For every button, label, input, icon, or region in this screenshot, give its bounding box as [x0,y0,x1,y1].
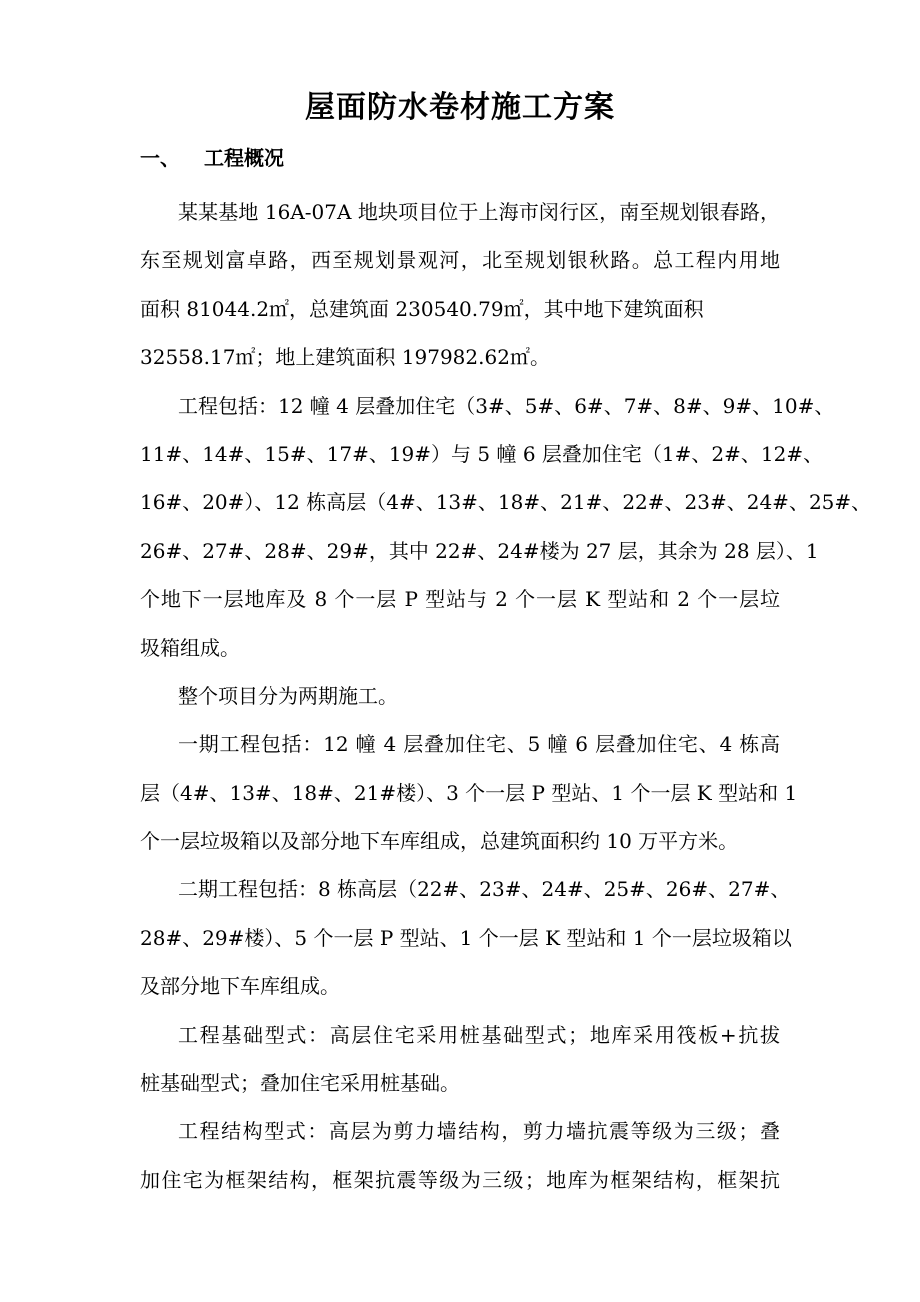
paragraph-line: 16#、20#）、12 栋高层（4#、13#、18#、21#、22#、23#、24#、25#、 [140,490,872,515]
paragraph-line: 某某基地 16A-07A 地块项目位于上海市闵行区，南至规划银春路， [178,200,780,224]
paragraph-line: 圾箱组成。 [140,635,240,660]
paragraph-line: 工程基础型式：高层住宅采用桩基础型式；地库采用筏板+抗拔 [178,1022,780,1047]
paragraph-line: 东至规划富卓路，西至规划景观河，北至规划银秋路。总工程内用地 [140,248,780,273]
paragraph-line: 整个项目分为两期施工。 [178,683,398,708]
paragraph-line: 个一层垃圾箱以及部分地下车库组成，总建筑面积约 10 万平方米。 [140,829,739,854]
document-body [140,188,872,1204]
paragraph-line: 11#、14#、15#、17#、19#）与 5 幢 6 层叠加住宅（1#、2#、12#、 [140,441,824,466]
paragraph-line: 二期工程包括：8 栋高层（22#、23#、24#、25#、26#、27#、 [178,877,791,902]
paragraph-line: 桩基础型式；叠加住宅采用桩基础。 [140,1071,460,1096]
document-title: 屋面防水卷材施工方案 [305,90,615,125]
section-title: 工程概况 [204,146,284,170]
paragraph-line: 32558.17㎡；地上建筑面积 197982.62㎡。 [140,345,550,370]
paragraph-line: 层（4#、13#、18#、21#楼）、3 个一层 P 型站、1 个一层 K 型站和 1 [140,780,798,805]
paragraph-line: 工程结构型式：高层为剪力墙结构，剪力墙抗震等级为三级；叠 [178,1119,780,1144]
paragraph-line: 26#、27#、28#、29#，其中 22#、24#楼为 27 层，其余为 28 层）、1 [140,538,819,563]
paragraph-line: 一期工程包括：12 幢 4 层叠加住宅、5 幢 6 层叠加住宅、4 栋高 [178,732,780,757]
paragraph-line: 及部分地下车库组成。 [140,974,340,999]
paragraph-line: 28#、29#楼）、5 个一层 P 型站、1 个一层 K 型站和 1 个一层垃圾箱以 [140,925,792,950]
paragraph-line: 工程包括：12 幢 4 层叠加住宅（3#、5#、6#、7#、8#、9#、10#、 [178,393,835,418]
paragraph-line: 面积 81044.2㎡，总建筑面 230540.79㎡，其中地下建筑面积 [140,296,704,321]
paragraph-line: 加住宅为框架结构，框架抗震等级为三级；地库为框架结构，框架抗 [140,1167,780,1192]
section-number: 一、 [140,146,180,170]
section-heading [140,143,284,173]
paragraph-line: 个地下一层地库及 8 个一层 P 型站与 2 个一层 K 型站和 2 个一层垃 [140,587,780,612]
